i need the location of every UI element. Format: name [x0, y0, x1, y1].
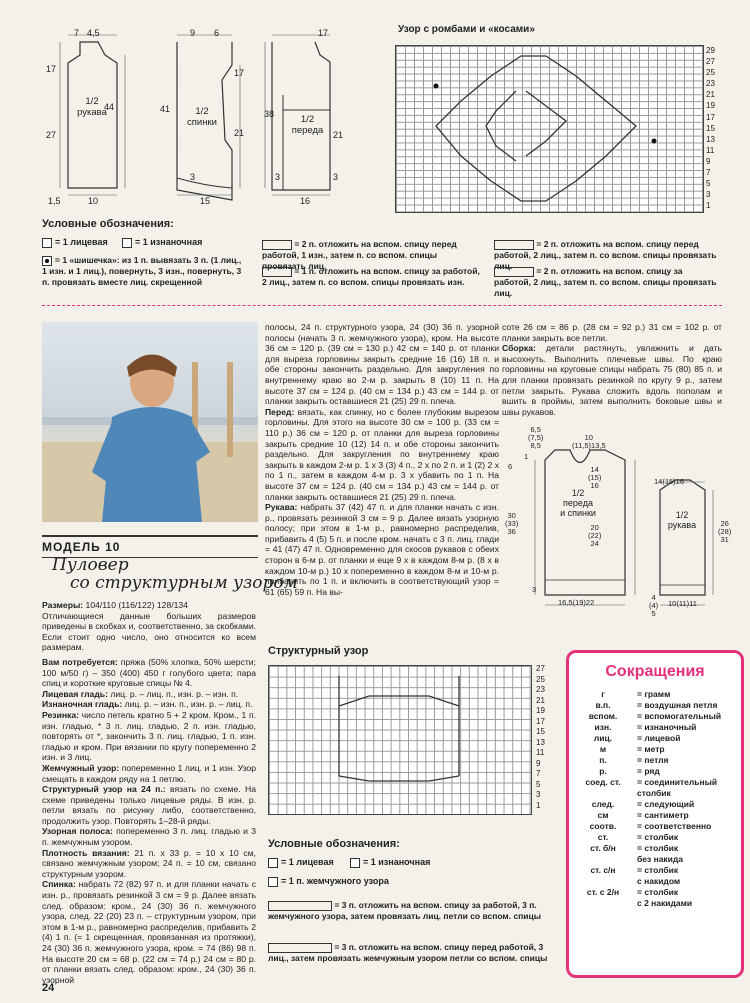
page-number: 24 [42, 982, 55, 994]
pearl-symbol-icon [268, 877, 278, 887]
model-title-line1: Пуловер [52, 555, 129, 575]
dim-label: 21 [333, 130, 344, 140]
dim-label: 10 [88, 196, 99, 206]
knit-symbol-icon [42, 238, 52, 248]
diamond-pattern-grid [395, 45, 704, 213]
abbreviation-row [569, 733, 741, 744]
sleeve-label: 1/2 рукава [77, 96, 107, 118]
abbreviation-key: в.п. [595, 700, 611, 710]
dim-label: 16 [300, 196, 311, 206]
abbreviation-row [569, 700, 741, 711]
dim-label: 1,5 [48, 196, 61, 206]
cable-symbol-icon [268, 901, 332, 911]
structured-pattern-title: Структурный узор [268, 645, 369, 657]
dim-label: 21 [234, 128, 245, 138]
abbreviation-value: = сантиметр [637, 810, 689, 820]
legend-bottom-pearl: = 1 п. жемчужного узора [268, 876, 389, 887]
abbreviation-key: соед. ст. [585, 777, 621, 787]
abbreviation-value: = столбик [637, 832, 679, 842]
cable-symbol-icon [494, 267, 534, 277]
abbreviation-key: ст. с/н [590, 865, 616, 875]
cable-symbol-icon [262, 267, 292, 277]
pullover-schematic [495, 420, 740, 630]
dim-height: 30 (33) 36 [505, 511, 519, 536]
abbreviation-row [569, 887, 741, 909]
dim-cuff: 4 (4) 5 [649, 593, 659, 618]
abbreviation-row [569, 755, 741, 766]
legend-bottom-title: Условные обозначения: [268, 838, 400, 850]
dim-armhole: 14 (15) 16 [588, 465, 602, 490]
instructions-column-2: полосы, 24 п. структурного узора, 24 (30) 36 п. узорной полосы (начать 3 п. жемчужного узора), кром. На высоте 36 см = 120 р. (39 см = 130 р.) 42 см = 140 р. от планки для выреза горловины закрыть средние 16 (16) 18 п. и обе стороны закончить раздельно. Для закругления по внутреннему краю во 2-м р. закрыть 8 (10) 11 п. На высоте 37 см = 124 р. (40 см = 134 р.) 43 см = 144 р. от планки закрыть оставшиеся 21 (25) 29 п. плеча. Перед: вязать, как спинку, но с более глубоким вырезом горловины. Для этого на высоте 30 см = 100 р. (33 см = 110 р.) 36 см = 120 р. от планки для выреза горловины закрыть средние 10 (12) 14 п. и обе стороны закончить раздельно. Для закругления по внутреннему краю закрыть в каждом 2-м р. 1 х 3 (3) 4 п., 2 х по 2 п. и 1 (2) 2 х по 1 п., затем в каждом 4-м р. 3 х убавить по 1 п. На высоте 37 см = 124 р. (40 см = 134 р.) 43 см = 144 р. от планки закрыть оставшиеся 21 (25) 29 п. плеча. Рукава: набрать 37 (42) 47 п. и для планки начать с изн. р., провязать резинкой 3 см = 9 р. Далее вязать узорную полосу; при этом в 1-м р., равномерно распределив, прибавить 4 (5) 5 п. и после кром. начать с 3 п. лиц. глади = 41 (47) 47 п. Одновременно для скосов рукавов с обеих сторон в 6-м р. от планки и еще 9 х в каждом 8-м р. (8 х в каждом 10-м р.) 10 х попеременно в каждом 8-м и 10-м р. прибавить по 1 п. и включить в соответствующий узор = 61 (65) 59 п. На вы- [265, 322, 499, 597]
dim-neck-width: 10 (11,5)13,5 [572, 433, 606, 450]
dim-label: 17 [234, 68, 245, 78]
sleeve-schematic-outline [660, 480, 705, 595]
abbreviation-key: г [601, 689, 605, 699]
dim-bottom-width: 16,5(19)22 [558, 598, 595, 607]
dim-side: 20 (22) 24 [588, 523, 602, 548]
abbreviation-row [569, 821, 741, 832]
diamond-row-numbers: 29 27 25 23 21 19 17 15 13 11 9 7 5 3 1 [706, 46, 715, 211]
abbreviation-key: м [599, 744, 607, 754]
dim-label: 15 [200, 196, 211, 206]
cable-symbol-icon [268, 943, 332, 953]
dim-sleeve-bottom: 10(11)11 [668, 599, 697, 608]
abbreviation-row [569, 777, 741, 799]
abbreviation-value: = ряд [637, 766, 660, 776]
structured-row-numbers: 27 25 23 21 19 17 15 13 11 9 7 5 3 1 [536, 664, 545, 810]
abbreviation-key: соотв. [589, 821, 617, 831]
model-title-line2: со структурным узором [70, 573, 298, 593]
structured-pattern-grid [268, 665, 532, 815]
legend-cable1: = 2 п. отложить на вспом. спицу перед работой, 1 изн., затем п. со вспом. спицы провязать лиц. [262, 239, 457, 271]
dim-label: 3 [333, 172, 339, 182]
sleeve-schematic-label: 1/2 рукава [667, 510, 697, 530]
abbreviation-value: = грамм [637, 689, 671, 699]
abbreviation-key: р. [599, 766, 607, 776]
abbreviation-value: = соединительный столбик [637, 777, 718, 798]
abbreviation-value: = лицевой [637, 733, 681, 743]
dim-label: 6 [214, 28, 220, 38]
abbreviation-key: ст. [597, 832, 609, 842]
legend-cable2: = 1 п. отложить на вспом. спицу за работой, 2 лиц., затем п. со вспом. спицы провязать изн. [262, 266, 480, 287]
abbreviation-value: = изнаночный [637, 722, 697, 732]
abbreviation-key: изн. [594, 722, 612, 732]
abbreviation-key: ст. с 2/н [586, 887, 620, 897]
abbreviation-key: п. [599, 755, 607, 765]
section-divider [42, 305, 722, 306]
dim-label: 17 [318, 28, 329, 38]
abbreviation-value: = петля [637, 755, 669, 765]
legend-top-title: Условные обозначения: [42, 218, 174, 230]
back-label: 1/2 спинки [187, 106, 217, 128]
legend-bottom-cable1: = 3 п. отложить на вспом. спицу за работой, 3 п. жемчужного узора, затем провязать лиц. петли со вспом. спицы [268, 900, 542, 921]
abbreviation-value: = следующий [637, 799, 695, 809]
dim-sleeve-length: 26 (28) 31 [718, 519, 732, 544]
knit-symbol-icon [268, 858, 278, 868]
abbreviation-row [569, 722, 741, 733]
abbreviation-value: = вспомогательный [637, 711, 722, 721]
dim-label: 41 [160, 104, 171, 114]
instructions-column-1: Размеры: 104/110 (116/122) 128/134 Отличающиеся данные больших размеров приведены в скобках и, соответственно, за скобками. Если стоит одно число, оно относится ко всем размерам. Вам потребуется: пряжа (50% хлопка, 50% шерсти; 100 м/50 г) – 350 (400) 450 г голубого цвета; пара спиц и короткие круговые спицы № 4. Лицевая гладь: лиц. р. – лиц. п., изн. р. – изн. п. Изнаночная гладь: лиц. р. – изн. п., изн. р. – лиц. п. Резинка: число петель кратно 5 + 2 кром. Кром., 1 п. изн. гладью, * 3 п. лиц. гладью, 2 п. изн. гладью, повторять от *, закончить 3 п. лиц. гладью, 1 п. изн. гладью и кром. При вязании по кругу попеременно 2 изн. и 3 лиц. Жемчужный узор: попеременно 1 лиц. и 1 изн. Узор смещать в каждом ряду на 1 петлю. Структурный узор на 24 п.: вязать по схеме. На схеме приведены только лицевые ряды. В изн. р. петли вязать по рисунку либо, соответственно, продолжить узор. Повторять 1–28-й ряды. Узорная полоса: попеременно 3 п. лиц. гладью и 3 п. жемчужным узором. Плотность вязания: 21 п. х 33 р. = 10 х 10 см, связано жемчужным узором; 24 п. = 10 см, связано структурным узором. Спинка: набрать 72 (82) 97 п. и для планки начать с изн. р., провязать резинкой 3 см = 9 р. Далее вязать след. образом: кром., 24 (30) 36 п. жемчужного узора, след. 22 (20) 23 п. – структурным узором, при этом в 1-м р., равномерно распределив, прибавить 2 (4) 1 п. (= 1 скрещенная, провязанная из протяжки), 24 (30) 36 п. жемчужного узора, кром. = 74 (86) 98 п. На высоте 20 см = 68 р. (22 см = 74 р.) 24 см = 80 р. от планки вязать след. образом: кром., 24 (30) 36 п. узорной [42, 600, 257, 985]
dim-label: 9 [190, 28, 196, 38]
abbreviation-value: = столбик без накида [637, 843, 684, 864]
model-number: МОДЕЛЬ 10 [42, 535, 258, 558]
dim-neck-depth: 6,5 (7,5) 8,5 [528, 425, 544, 450]
abbreviation-row [569, 810, 741, 821]
cable-symbol-icon [494, 240, 534, 250]
abbreviations-box [566, 650, 744, 978]
purl-symbol-icon [122, 238, 132, 248]
abbreviations-list [569, 689, 741, 909]
front-back-schematic-label: 1/2 переда и спинки [560, 488, 596, 518]
instructions-column-3: соте 26 см = 86 р. (28 см = 92 р.) 31 см = 102 р. от планки закрыть все петли. Сборка: детали растянуть, увлажнить и дать высохнуть. Выполнить плечевые швы. По краю горловины на круговые спицы набрать 75 (80) 85 п. и для планки провязать резинкой по кругу 9 р., затем петли закрыть. Рукава сложить вдоль пополам и вшить в проймы, затем выполнить боковые швы и швы рукавов. [502, 322, 722, 417]
dim-label: 27 [46, 130, 57, 140]
abbreviation-row [569, 832, 741, 843]
abbreviation-row [569, 744, 741, 755]
abbreviation-row [569, 689, 741, 700]
abbreviation-row [569, 865, 741, 887]
dim-label: 7 [74, 28, 80, 38]
legend-purl: = 1 изнаночная [122, 237, 202, 248]
purl-symbol-icon [350, 858, 360, 868]
legend-bottom-knit: = 1 лицевая [268, 857, 334, 868]
legend-bottom-cable2: = 3 п. отложить на вспом. спицу перед работой, 3 лиц., затем провязать жемчужным узором петли со вспом. спицы [268, 942, 548, 963]
abbreviation-value: = воздушная петля [637, 700, 718, 710]
dim-label: 6 [508, 462, 513, 471]
abbreviations-title: Сокращения [605, 663, 705, 680]
legend-knit: = 1 лицевая [42, 237, 108, 248]
dim-label: 3 [532, 585, 537, 594]
dim-label: 17 [46, 64, 57, 74]
abbreviation-key: см [597, 810, 609, 820]
dim-label: 3 [190, 172, 196, 182]
abbreviation-row [569, 843, 741, 865]
abbreviation-key: след. [591, 799, 615, 809]
abbreviation-value: = столбик с 2 накидами [637, 887, 693, 908]
dim-label: 38 [264, 109, 275, 119]
abbreviation-value: = соответственно [637, 821, 712, 831]
abbreviation-value: = метр [637, 744, 665, 754]
abbreviation-row [569, 766, 741, 777]
bobble-symbol-icon [42, 256, 52, 266]
abbreviation-key: лиц. [593, 733, 613, 743]
dim-label: 3 [275, 172, 281, 182]
legend-cable3: = 2 п. отложить на вспом. спицу перед работой, 2 лиц., затем п. со вспом. спицы провязать лиц. [494, 239, 717, 271]
legend-cable4: = 2 п. отложить на вспом. спицу за работой, 2 лиц., затем п. со вспом. спицы провязать лиц. [494, 266, 717, 298]
dim-label: 4,5 [87, 28, 100, 38]
abbreviation-key: вспом. [588, 711, 618, 721]
legend-bottom-purl: = 1 изнаночная [350, 857, 430, 868]
dim-label: 44 [104, 102, 115, 112]
legend-bobble: = 1 «шишечка»: из 1 п. вывязать 3 п. (1 лиц., 1 изн. и 1 лиц.), повернуть, 3 изн., повернуть, 3 п. провязать вместе лиц. скрещенной [42, 255, 242, 287]
abbreviation-row [569, 711, 741, 722]
front-back-outline [545, 450, 625, 595]
abbreviation-key: ст. б/н [590, 843, 616, 853]
model-photo [42, 322, 258, 522]
dim-sleeve-top: 14(15)16 [654, 477, 685, 486]
front-label: 1/2 переда [291, 114, 324, 136]
cable-symbol-icon [262, 240, 292, 250]
abbreviation-value: = столбик с накидом [637, 865, 681, 886]
diamond-pattern-title: Узор с ромбами и «косами» [398, 24, 535, 35]
abbreviation-row [569, 799, 741, 810]
dim-label: 1 [524, 452, 529, 461]
